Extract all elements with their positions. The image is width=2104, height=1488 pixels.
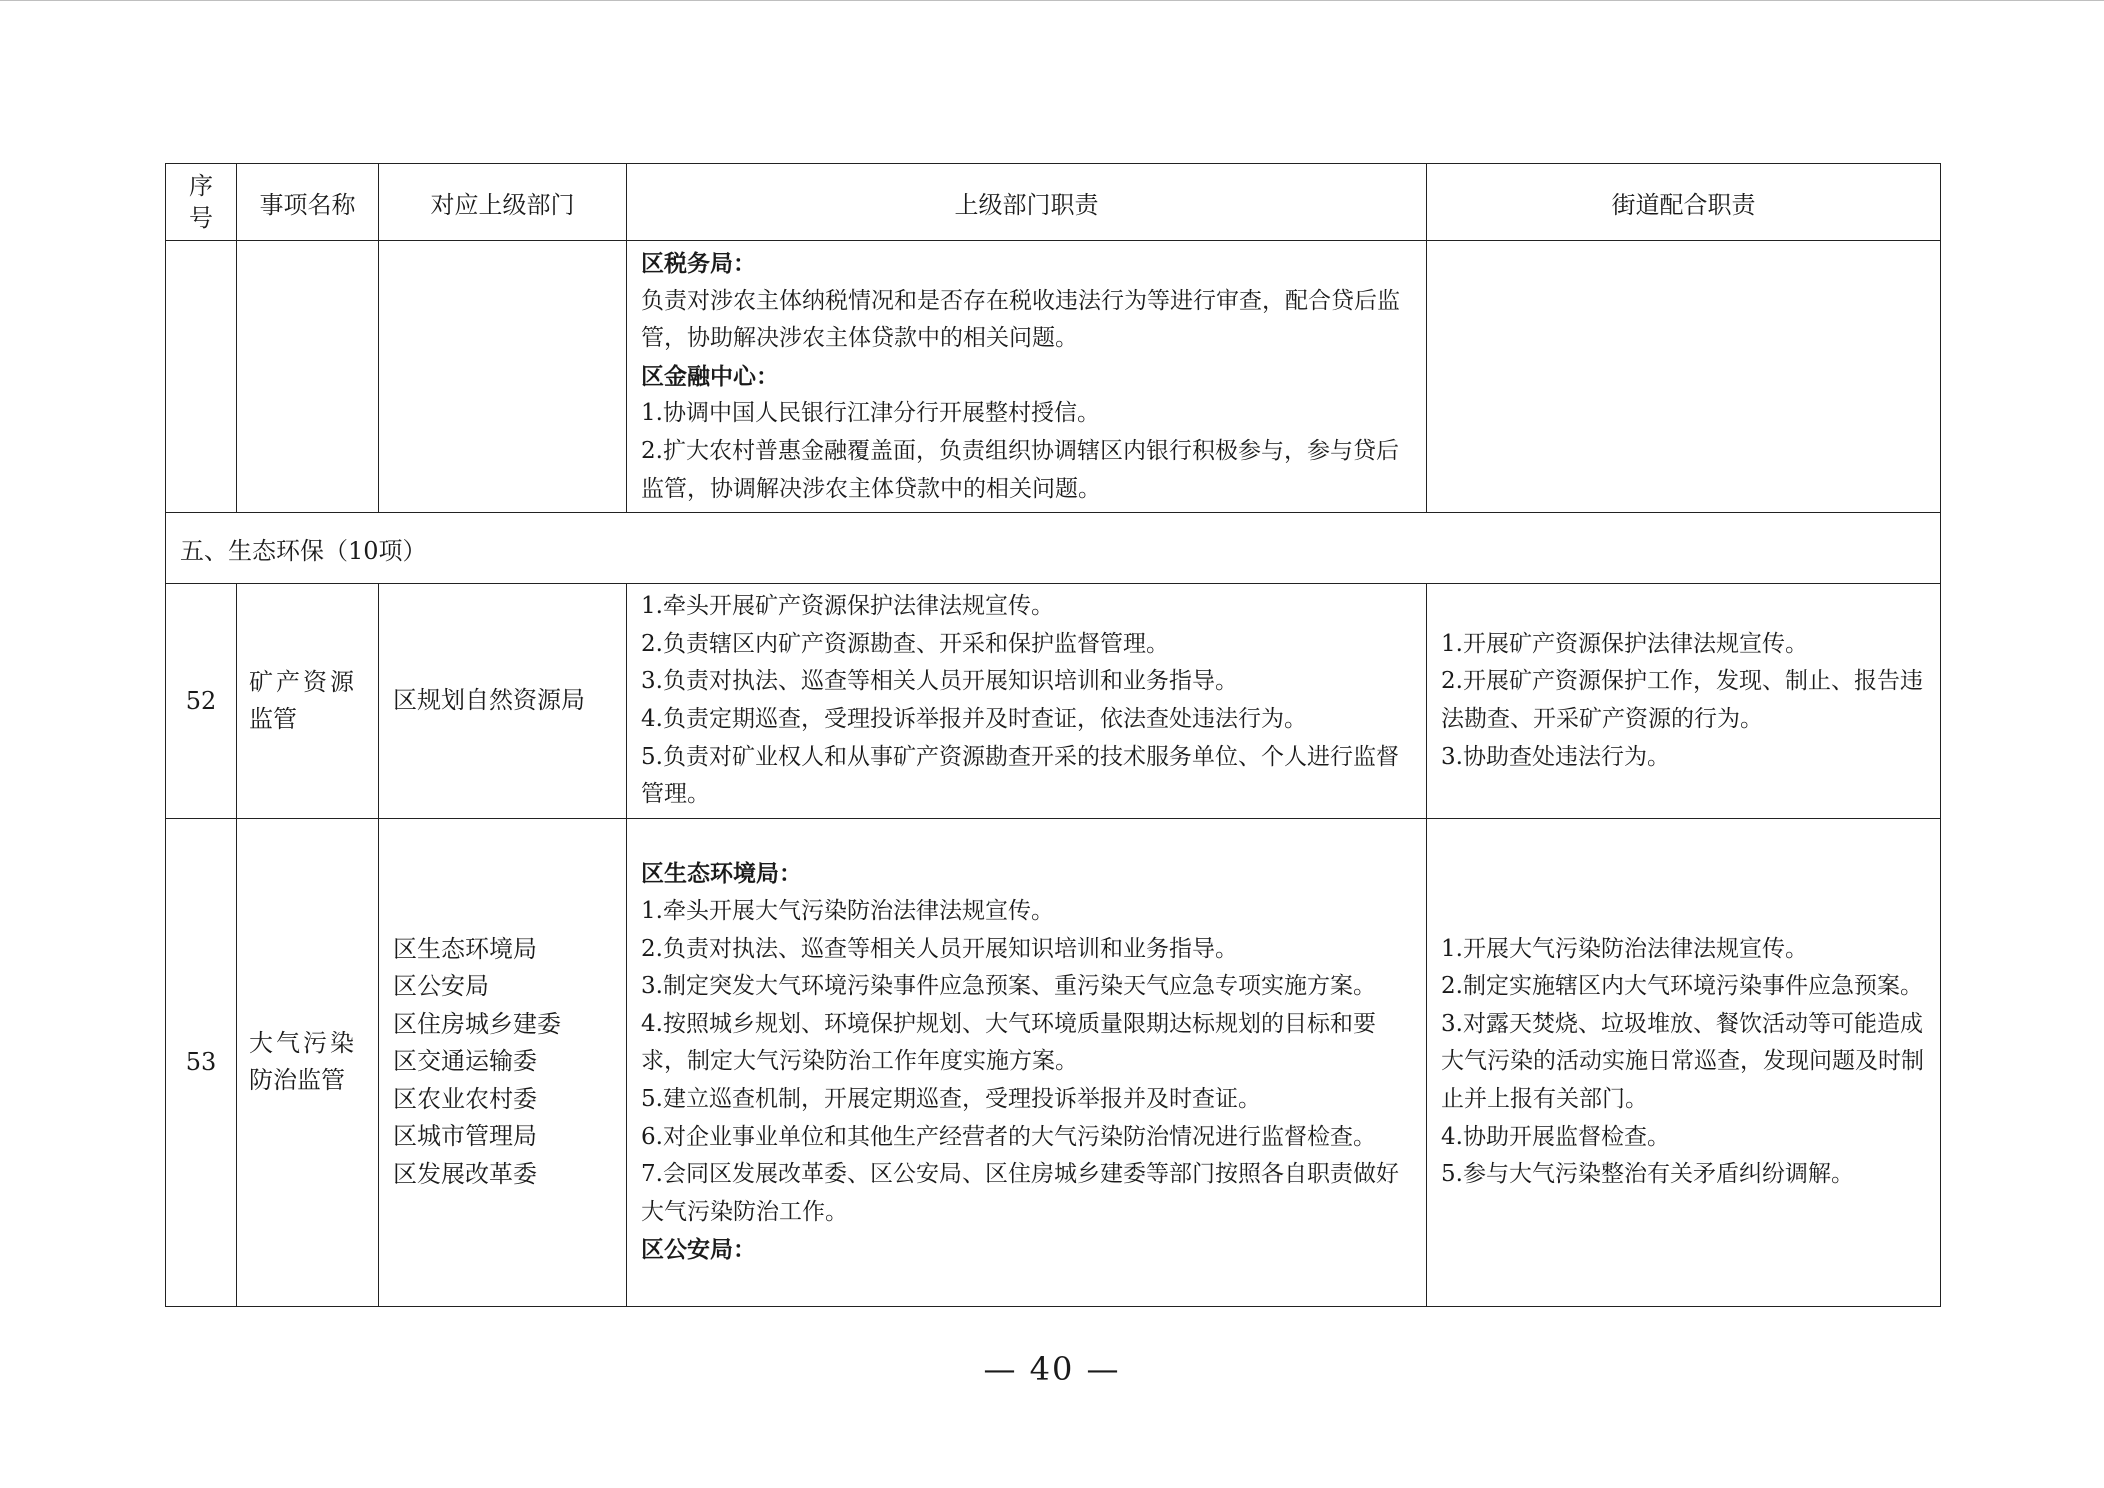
dept-item: 区发展改革委 — [393, 1159, 537, 1188]
duty-item: 1.协调中国人民银行江津分行开展整村授信。 — [641, 400, 1100, 427]
dept-item: 区城市管理局 — [393, 1122, 537, 1151]
duty-item: 7.会同区发展改革委、区公安局、区住房城乡建委等部门按照各自职责做好大气污染防治工作。 — [641, 1161, 1399, 1225]
section-row — [166, 513, 1941, 584]
table-row — [166, 818, 1941, 1306]
department-heading: 区生态环境局： — [641, 860, 802, 888]
duty-item: 3.负责对执法、巡查等相关人员开展知识培训和业务指导。 — [641, 668, 1238, 695]
seq-cell: 52 — [166, 584, 237, 819]
duty-item: 1.开展矿产资源保护法律法规宣传。 — [1441, 630, 1808, 657]
upper-duties-cell — [627, 584, 1427, 819]
duty-item: 5.参与大气污染整治有关矛盾纠纷调解。 — [1441, 1161, 1854, 1188]
responsibility-table — [165, 163, 1941, 1307]
section-title: 五、生态环保（10项） — [166, 513, 1941, 584]
seq-cell — [166, 241, 237, 513]
upper-duties-cell — [627, 241, 1427, 513]
name-cell: 矿产资源 监管 — [237, 584, 379, 819]
dept-cell — [379, 818, 627, 1306]
seq-cell: 53 — [166, 818, 237, 1306]
dept-cell — [379, 241, 627, 513]
page-top-border — [0, 0, 2104, 1]
table-row-continued — [166, 241, 1941, 513]
table-header-row — [166, 164, 1941, 241]
duty-item: 负责对涉农主体纳税情况和是否存在税收违法行为等进行审查，配合贷后监管，协助解决涉农主体贷款中的相关问题。 — [641, 287, 1400, 352]
duty-item: 3.协助查处违法行为。 — [1441, 743, 1670, 770]
dept-item: 区生态环境局 — [393, 934, 537, 963]
duty-item: 3.对露天焚烧、垃圾堆放、餐饮活动等可能造成大气污染的活动实施日常巡查，发现问题及时制止并上报有关部门。 — [1441, 1010, 1924, 1113]
duty-item: 2.开展矿产资源保护工作，发现、制止、报告违法勘查、开采矿产资源的行为。 — [1441, 668, 1923, 732]
department-heading: 区公安局： — [641, 1236, 756, 1264]
name-cell: 大气污染 防治监管 — [237, 818, 379, 1306]
duty-item: 2.负责辖区内矿产资源勘查、开采和保护监督管理。 — [641, 630, 1169, 657]
duty-item: 2.负责对执法、巡查等相关人员开展知识培训和业务指导。 — [641, 935, 1238, 962]
street-duties-cell — [1427, 818, 1941, 1306]
header-item-name: 事项名称 — [237, 164, 379, 241]
dept-item: 区公安局 — [393, 972, 489, 1001]
department-heading: 区金融中心： — [641, 362, 779, 390]
duty-item: 2.扩大农村普惠金融覆盖面，负责组织协调辖区内银行积极参与，参与贷后监管，协调解决涉农主体贷款中的相关问题。 — [641, 437, 1399, 502]
duty-item: 6.对企业事业单位和其他生产经营者的大气污染防治情况进行监督检查。 — [641, 1123, 1376, 1150]
header-street-duties: 街道配合职责 — [1427, 164, 1941, 241]
name-cell — [237, 241, 379, 513]
duty-item: 5.负责对矿业权人和从事矿产资源勘查开采的技术服务单位、个人进行监督管理。 — [641, 743, 1399, 808]
table-row — [166, 584, 1941, 819]
duty-item: 4.负责定期巡查，受理投诉举报并及时查证，依法查处违法行为。 — [641, 705, 1307, 732]
duty-item: 4.按照城乡规划、环境保护规划、大气环境质量限期达标规划的目标和要求，制定大气污染防治工作年度实施方案。 — [641, 1010, 1376, 1075]
department-heading: 区税务局： — [641, 250, 756, 277]
dept-item: 区交通运输委 — [393, 1047, 537, 1076]
header-seq: 序 号 — [166, 164, 237, 241]
street-duties-cell — [1427, 241, 1941, 513]
duty-item: 1.牵头开展大气污染防治法律法规宣传。 — [641, 898, 1054, 925]
duty-item: 1.开展大气污染防治法律法规宣传。 — [1441, 935, 1808, 962]
dept-item: 区住房城乡建委 — [393, 1009, 561, 1038]
duty-item: 4.协助开展监督检查。 — [1441, 1123, 1670, 1150]
header-upper-duties: 上级部门职责 — [627, 164, 1427, 241]
duty-item: 3.制定突发大气环境污染事件应急预案、重污染天气应急专项实施方案。 — [641, 973, 1376, 1000]
upper-duties-cell — [627, 818, 1427, 1306]
duty-item: 5.建立巡查机制，开展定期巡查，受理投诉举报并及时查证。 — [641, 1086, 1261, 1113]
dept-cell: 区规划自然资源局 — [379, 584, 627, 819]
dept-item: 区农业农村委 — [393, 1084, 537, 1113]
header-dept: 对应上级部门 — [379, 164, 627, 241]
duty-item: 1.牵头开展矿产资源保护法律法规宣传。 — [641, 593, 1054, 620]
page-number: — 40 — — [983, 1350, 1121, 1388]
street-duties-cell — [1427, 584, 1941, 819]
duty-item: 2.制定实施辖区内大气环境污染事件应急预案。 — [1441, 973, 1923, 1000]
